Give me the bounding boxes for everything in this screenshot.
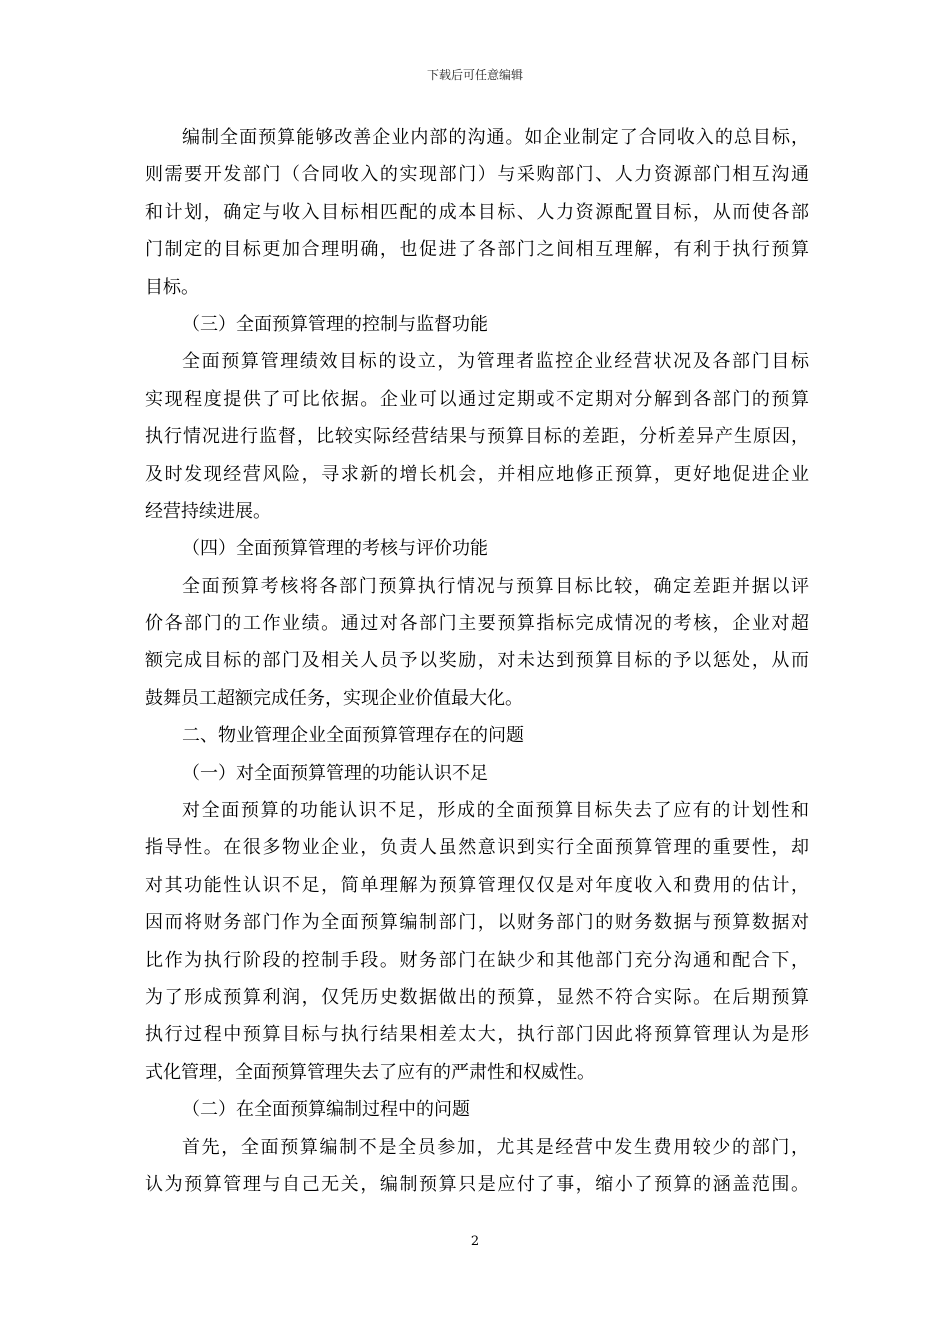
section-heading: （三）全面预算管理的控制与监督功能 — [182, 313, 488, 335]
paragraph-line: 执行情况进行监督，比较实际经营结果与预算目标的差距，分析差异产生原因， — [145, 426, 809, 448]
page-header: 下载后可任意编辑 — [426, 68, 523, 82]
paragraph-line: 门制定的目标更加合理明确，也促进了各部门之间相互理解，有利于执行预算 — [145, 239, 809, 261]
section-heading: （二）在全面预算编制过程中的问题 — [182, 1099, 470, 1121]
paragraph-line: 编制全面预算能够改善企业内部的沟通。如企业制定了合同收入的总目标， — [182, 127, 809, 148]
paragraph-line: 及时发现经营风险，寻求新的增长机会，并相应地修正预算，更好地促进企业 — [145, 463, 809, 485]
paragraph-line: 鼓舞员工超额完成任务，实现企业价值最大化。 — [145, 687, 523, 709]
paragraph-line: 目标。 — [145, 276, 199, 298]
paragraph-line: 为了形成预算利润，仅凭历史数据做出的预算，显然不符合实际。在后期预算 — [145, 986, 809, 1008]
paragraph-line: 和计划，确定与收入目标相匹配的成本目标、人力资源配置目标，从而使各部 — [145, 201, 809, 223]
paragraph-line: 对其功能性认识不足，简单理解为预算管理仅仅是对年度收入和费用的估计， — [145, 874, 809, 896]
section-heading: （一）对全面预算管理的功能认识不足 — [182, 762, 488, 784]
paragraph-line: 指导性。在很多物业企业，负责人虽然意识到实行全面预算管理的重要性，却 — [145, 837, 809, 859]
paragraph-line: 全面预算管理绩效目标的设立，为管理者监控企业经营状况及各部门目标 — [182, 351, 809, 373]
section-heading: （四）全面预算管理的考核与评价功能 — [182, 538, 488, 560]
paragraph-line: 全面预算考核将各部门预算执行情况与预算目标比较，确定差距并据以评 — [182, 575, 809, 597]
paragraph-line: 经营持续进展。 — [145, 500, 271, 522]
section-heading: 二、物业管理企业全面预算管理存在的问题 — [182, 725, 524, 747]
paragraph-line: 额完成目标的部门及相关人员予以奖励，对未达到预算目标的予以惩处，从而 — [145, 650, 809, 672]
paragraph-line: 则需要开发部门（合同收入的实现部门）与采购部门、人力资源部门相互沟通 — [145, 164, 809, 186]
paragraph-line: 首先，全面预算编制不是全员参加，尤其是经营中发生费用较少的部门， — [182, 1136, 809, 1158]
paragraph-line: 对全面预算的功能认识不足，形成的全面预算目标失去了应有的计划性和 — [182, 800, 809, 822]
document-body — [145, 119, 809, 1203]
page-number: 2 — [470, 1234, 480, 1249]
paragraph-line: 因而将财务部门作为全面预算编制部门，以财务部门的财务数据与预算数据对 — [145, 912, 809, 934]
paragraph-line: 认为预算管理与自己无关，编制预算只是应付了事，缩小了预算的涵盖范围。 — [145, 1173, 809, 1195]
paragraph-line: 式化管理，全面预算管理失去了应有的严肃性和权威性。 — [145, 1061, 595, 1083]
paragraph-line: 比作为执行阶段的控制手段。财务部门在缺少和其他部门充分沟通和配合下， — [145, 949, 809, 971]
paragraph-line: 执行过程中预算目标与执行结果相差太大，执行部门因此将预算管理认为是形 — [145, 1024, 809, 1046]
paragraph-line: 价各部门的工作业绩。通过对各部门主要预算指标完成情况的考核，企业对超 — [145, 613, 809, 635]
paragraph-line: 实现程度提供了可比依据。企业可以通过定期或不定期对分解到各部门的预算 — [145, 388, 809, 410]
